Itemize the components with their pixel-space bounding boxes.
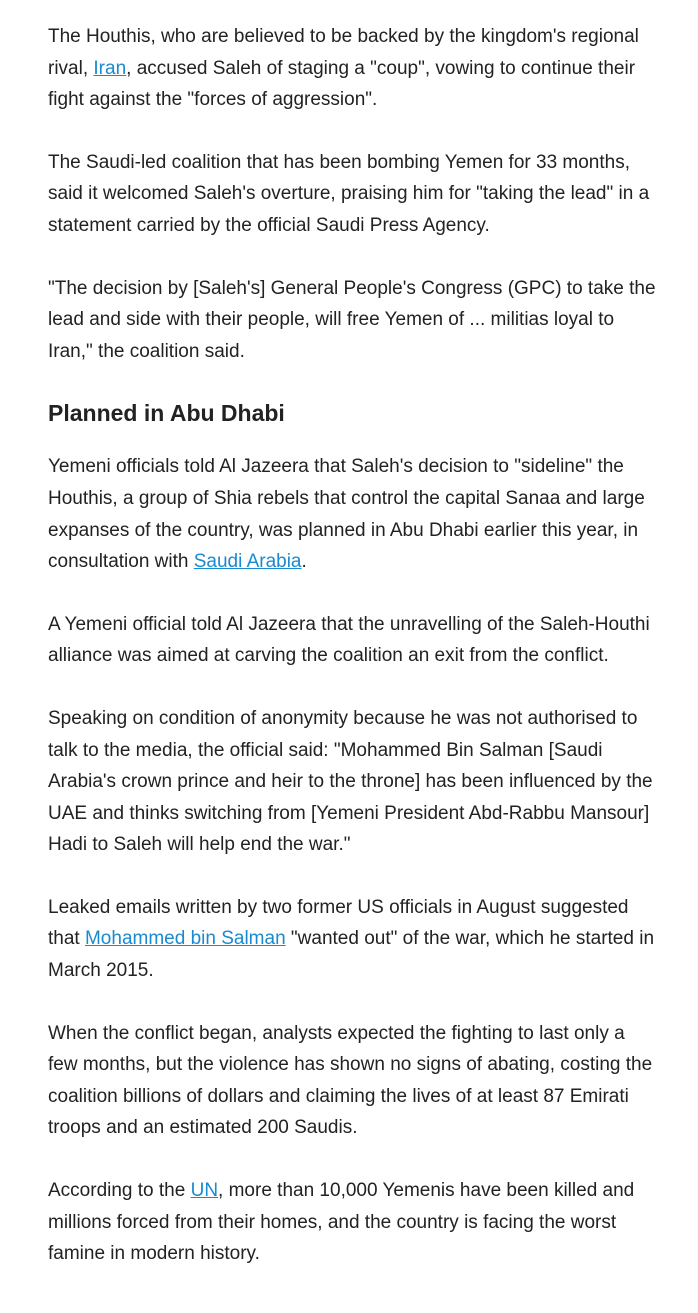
paragraph-text: .	[301, 551, 307, 573]
paragraph-yemeni-officials	[48, 451, 658, 577]
mohammed-bin-salman-link[interactable]: Mohammed bin Salman	[84, 928, 286, 950]
paragraph-conflict-began: When the conflict began, analysts expected the fighting to last only a few months, but the violence has shown no signs of abating, costing the coalition billions of dollars and claiming the lives of at least 87 Emirati troops and an estimated 200 Saudis.	[48, 1022, 653, 1139]
paragraph-leaked-emails	[48, 892, 658, 987]
paragraph-text: Yemeni officials told Al Jazeera that Saleh's decision to "sideline" the Houthis, a group of Shia rebels that control the capital Sanaa and large expanses of the country, was planned in Abu Dhabi earlier this year, in consultation with	[48, 456, 645, 573]
paragraph-coalition-quote: "The decision by [Saleh's] General People's Congress (GPC) to take the lead and side with their people, will free Yemen of ... militias loyal to Iran," the coalition said.	[48, 277, 656, 362]
iran-link[interactable]: Iran	[93, 57, 127, 79]
paragraph-text: According to the	[48, 1180, 191, 1202]
paragraph-text: , more than 10,000 Yemenis have been killed and millions forced from their homes, and the country is facing the worst famine in modern history.	[48, 1180, 635, 1265]
paragraph-text: Leaked emails written by two former US officials in August suggested that	[48, 896, 629, 950]
paragraph-anonymity-quote: Speaking on condition of anonymity because he was not authorised to talk to the media, the official said: "Mohammed Bin Salman [Saudi Arabia's crown prince and heir to the throne] has been influenced by the UAE and thinks switching from [Yemeni President Abd-Rabbu Mansour] Hadi to Saleh will help end the war."	[48, 707, 653, 856]
saudi-arabia-link[interactable]: Saudi Arabia	[193, 551, 302, 573]
paragraph-text: The Houthis, who are believed to be backed by the kingdom's regional rival,	[48, 26, 639, 79]
article-body	[48, 21, 658, 1301]
paragraph-unravelling: A Yemeni official told Al Jazeera that the unravelling of the Saleh-Houthi alliance was aimed at carving the coalition an exit from the conflict.	[48, 613, 650, 667]
paragraph-coalition-welcome: The Saudi-led coalition that has been bombing Yemen for 33 months, said it welcomed Saleh's overture, praising him for "taking the lead" in a statement carried by the official Saudi Press Agency.	[48, 151, 650, 236]
paragraph-un-figures	[48, 1175, 658, 1270]
un-link[interactable]: UN	[190, 1180, 219, 1202]
paragraph-houthis-coup	[48, 21, 658, 116]
section-heading: Planned in Abu Dhabi	[48, 400, 285, 427]
paragraph-text: "wanted out" of the war, which he started in March 2015.	[48, 928, 655, 982]
paragraph-text: , accused Saleh of staging a "coup", vowing to continue their fight against the "forces of aggression".	[48, 57, 636, 111]
